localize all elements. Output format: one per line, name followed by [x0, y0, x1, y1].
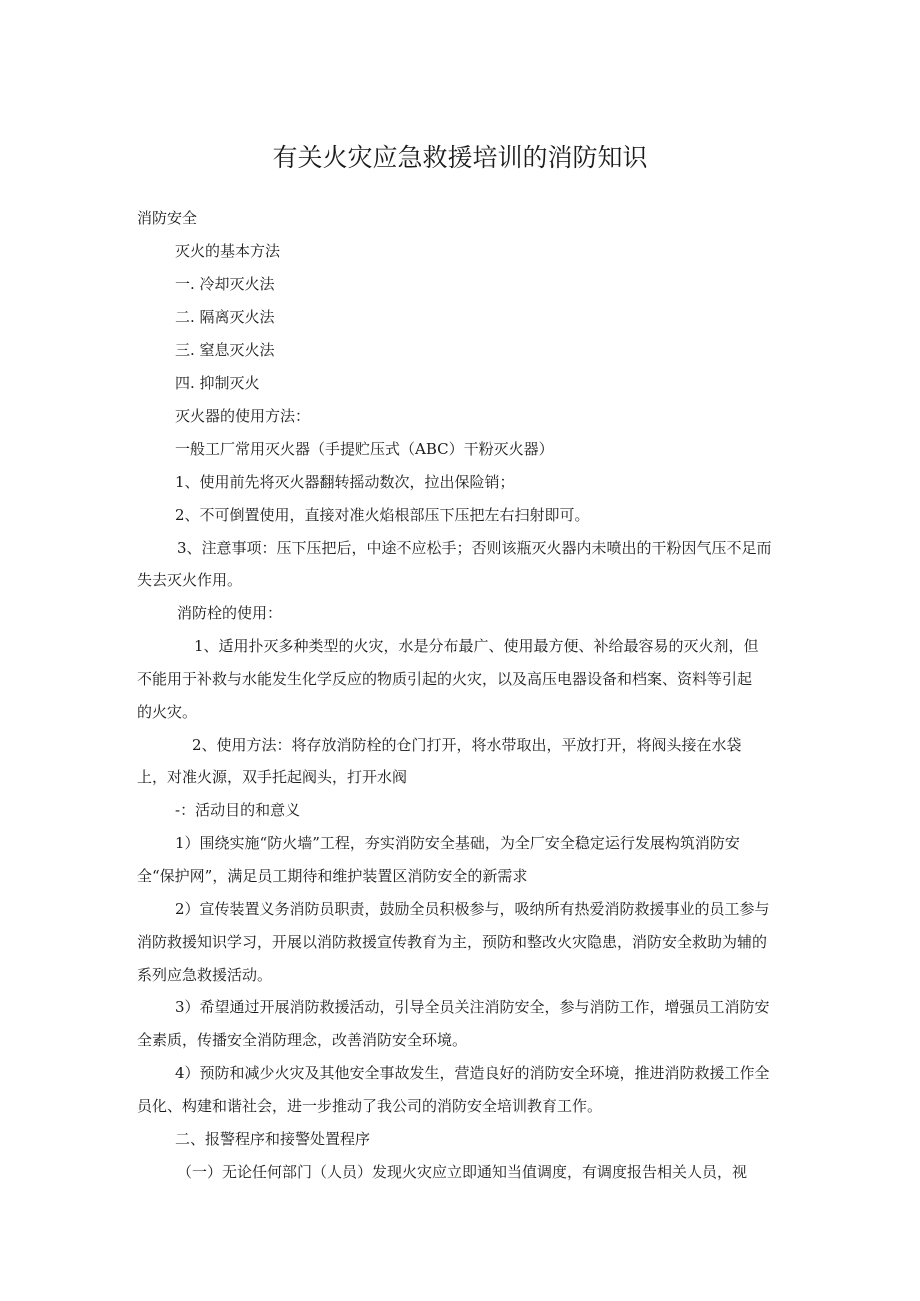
section-heading: 二、报警程序和接警处置程序	[175, 1130, 371, 1148]
paragraph-line: 4）预防和减少火灾及其他安全事故发生，营造良好的消防安全环境，推进消防救援工作全	[175, 1064, 770, 1082]
paragraph-line: 消防救援知识学习，开展以消防救援宣传教育为主，预防和整改火灾隐患，消防安全救助为辅的	[137, 933, 768, 951]
paragraph-line: 全素质，传播安全消防理念，改善消防安全环境。	[137, 1031, 468, 1049]
paragraph-line: 3、注意事项：压下压把后，中途不应松手；否则该瓶灭火器内未喷出的干粉因气压不足而	[177, 539, 772, 557]
subsection-heading: 灭火器的使用方法：	[175, 407, 311, 425]
paragraph-line: 系列应急救援活动。	[137, 966, 273, 984]
paragraph-line: 的火灾。	[137, 703, 198, 721]
paragraph-line: 2、使用方法：将存放消防栓的仓门打开，将水带取出，平放打开，将阀头接在水袋	[192, 736, 742, 754]
paragraph-line: 1、使用前先将灭火器翻转摇动数次，拉出保险销；	[175, 473, 515, 491]
section-heading: 消防安全	[137, 209, 198, 227]
subsection-heading: 消防栓的使用：	[177, 604, 283, 622]
paragraph-line: 员化、构建和谐社会，进一步推动了我公司的消防安全培训教育工作。	[137, 1097, 603, 1115]
page-title: 有关火灾应急救援培训的消防知识	[272, 143, 648, 172]
paragraph-line: 1、适用扑灭多种类型的火灾，水是分布最广、使用最方便、补给最容易的灭火剂，但	[194, 637, 759, 655]
paragraph-line: 2、不可倒置使用，直接对准火焰根部压下压把左右扫射即可。	[175, 506, 590, 524]
paragraph-line: 一般工厂常用灭火器（手提贮压式（ABC）干粉灭火器）	[175, 440, 554, 458]
paragraph-line: （一）无论任何部门（人员）发现火灾应立即通知当值调度，有调度报告相关人员，视	[177, 1163, 748, 1181]
paragraph-line: 全“保护网”，满足员工期待和维护装置区消防安全的新需求	[137, 867, 528, 885]
paragraph-line: 上，对准火源，双手托起阀头，打开水阀	[137, 768, 408, 786]
list-item: 二. 隔离灭火法	[175, 308, 275, 326]
list-item: 四. 抑制灭火	[175, 374, 260, 392]
paragraph-line: 失去灭火作用。	[137, 571, 243, 589]
paragraph-line: 不能用于补救与水能发生化学反应的物质引起的火灾，以及高压电器设备和档案、资料等引起	[137, 670, 753, 688]
paragraph-line: 2）宣传装置义务消防员职责，鼓励全员积极参与，吸纳所有热爱消防救援事业的员工参与	[175, 900, 770, 918]
paragraph-line: 1）围绕实施“防火墙”工程，夯实消防安全基础，为全厂安全稳定运行发展构筑消防安	[175, 834, 740, 852]
list-item: 三. 窒息灭火法	[175, 341, 275, 359]
paragraph-line: 3）希望通过开展消防救援活动，引导全员关注消防安全，参与消防工作，增强员工消防安	[175, 998, 770, 1016]
section-heading: -：活动目的和意义	[175, 801, 301, 819]
list-item: 一. 冷却灭火法	[175, 275, 275, 293]
subsection-heading: 灭火的基本方法	[175, 242, 281, 260]
